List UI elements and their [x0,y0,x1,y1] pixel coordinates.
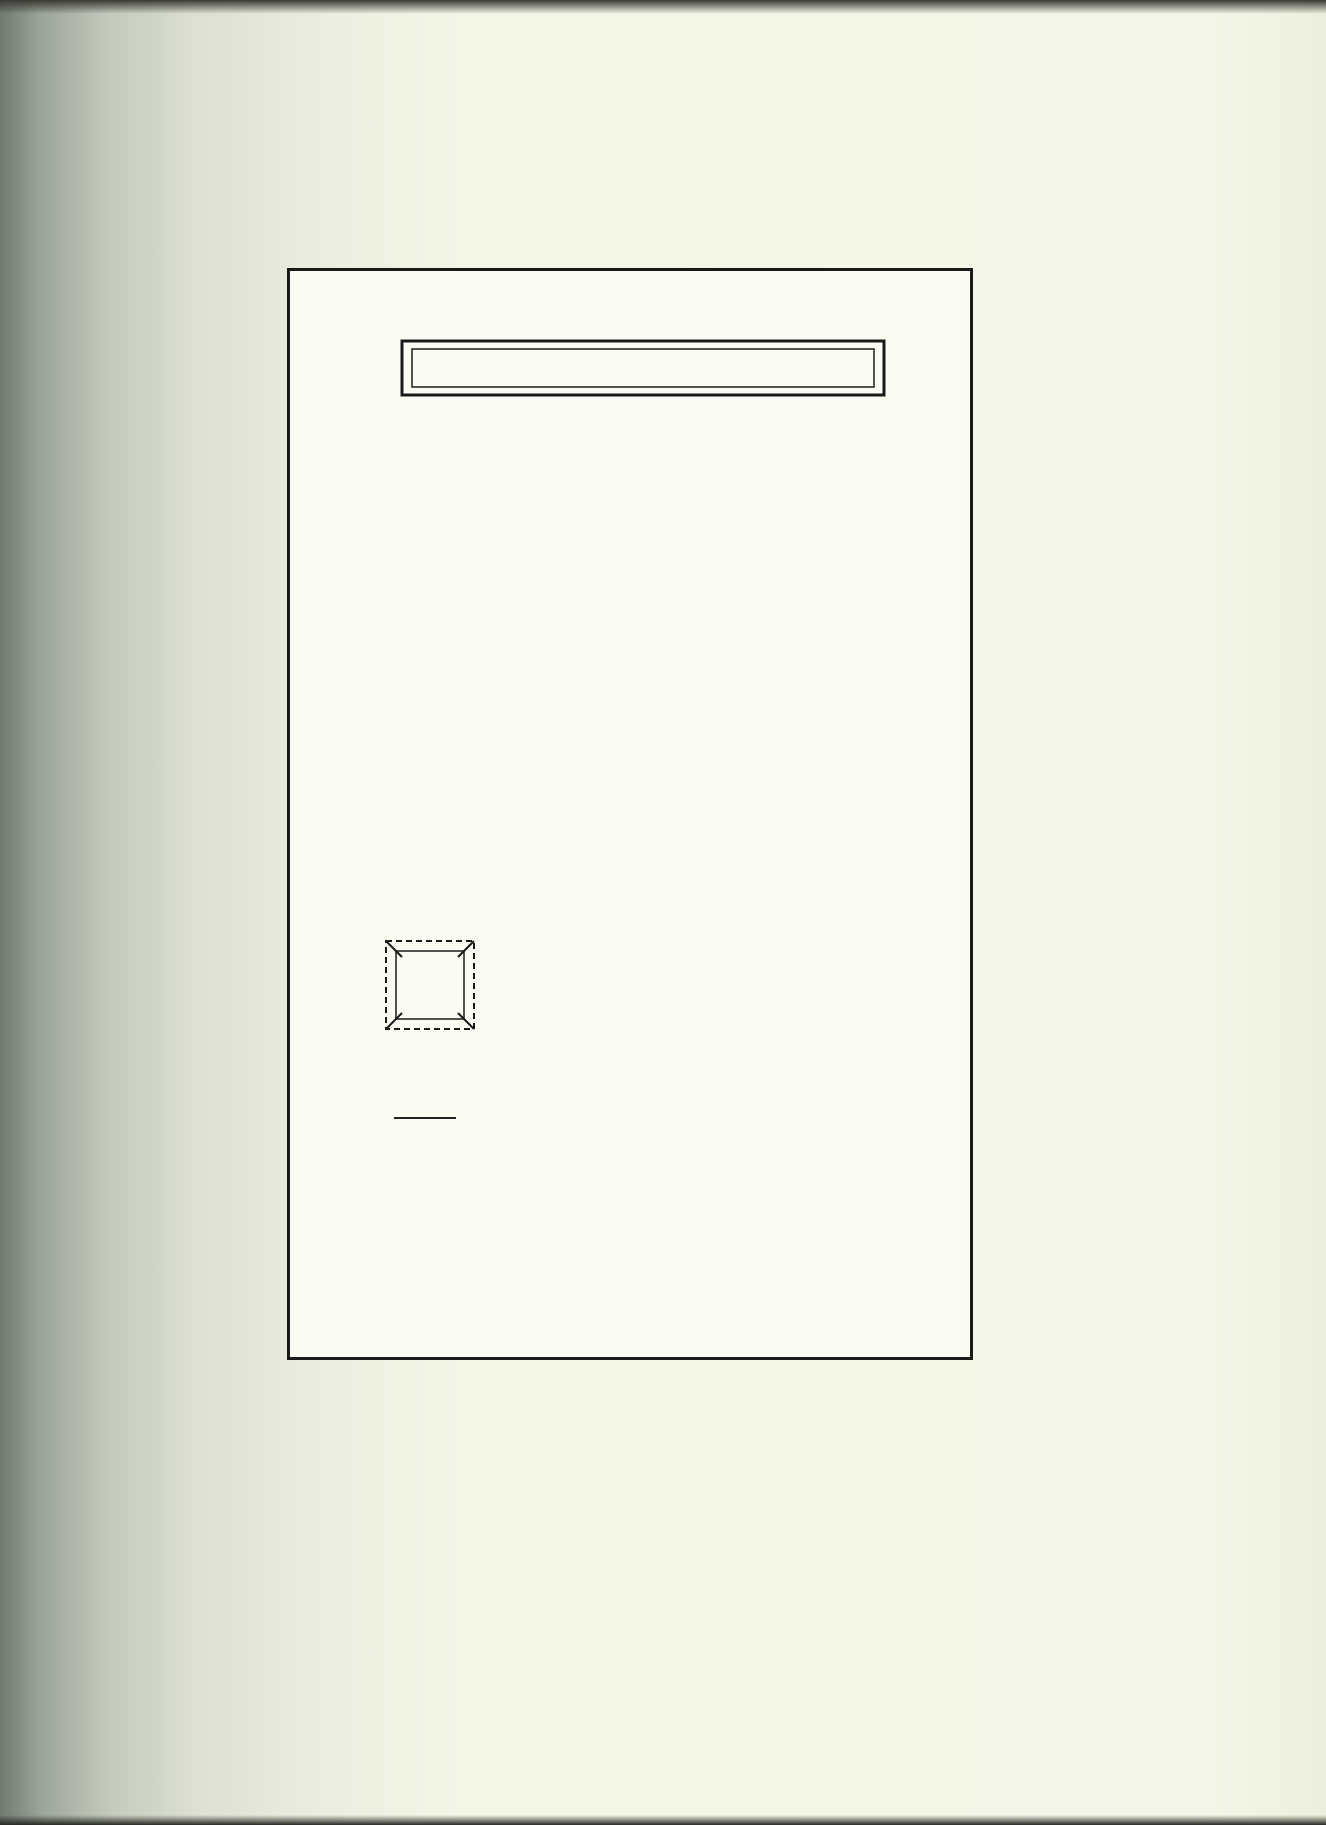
body-line [390,1057,886,1097]
letter-body [390,937,886,1257]
page-footer [410,1257,896,1297]
ornamental-headpiece [400,329,886,407]
plate-frame [287,268,973,1360]
body-line-with-dash [390,1097,886,1137]
body-line [390,1217,886,1257]
body-line [390,1017,886,1057]
body-line [390,1177,886,1217]
body-line [390,977,886,1017]
body-line [390,1137,886,1177]
body-line [390,937,886,977]
ornamental-rule [398,799,888,817]
top-edge-shadow [0,0,1326,14]
em-dash-rule [394,1117,456,1119]
bottom-edge-shadow [0,1815,1326,1825]
